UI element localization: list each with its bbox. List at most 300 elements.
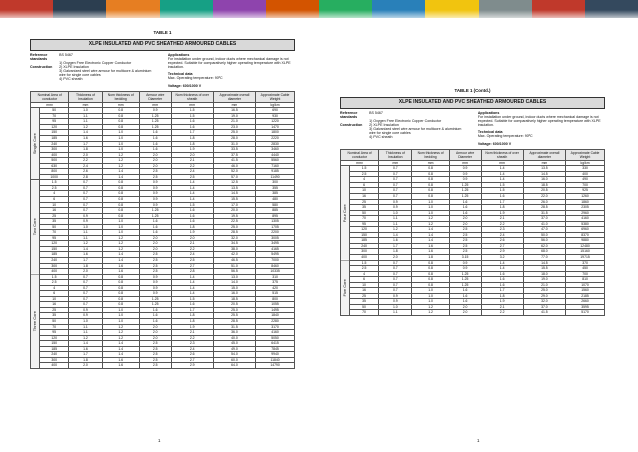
applications-title: Applications [477, 110, 500, 115]
table-cell: 64.0 [213, 363, 255, 369]
voltage-text: Voltage: 600/1000 V [167, 83, 202, 88]
table-cell: 2.9 [171, 363, 213, 369]
table-cell: 35 [40, 313, 69, 319]
table-cell: 1.0 [102, 130, 139, 136]
table-cell: 1.2 [102, 235, 139, 241]
table-cell: 2.0 [449, 304, 481, 310]
table-cell: 2.1 [481, 216, 523, 222]
table-cell: 2.7 [171, 357, 213, 363]
table-cell: 0.8 [102, 180, 139, 186]
table-cell: 1.4 [102, 346, 139, 352]
table-cell: 0.9 [449, 166, 481, 172]
table-cell: 2960 [566, 210, 605, 216]
table-cell: 1.6 [139, 230, 171, 236]
table-cell: 1.4 [102, 252, 139, 258]
table-cell: 37.0 [523, 304, 565, 310]
table-cell: 1.1 [379, 216, 412, 222]
table-cell: 8460 [256, 263, 295, 269]
table-cell: 1.0 [412, 299, 449, 305]
technical-title: Technical data [477, 130, 503, 135]
table-cell: 2.4 [481, 232, 523, 238]
table-cell: 700 [566, 271, 605, 277]
table-cell: 41.5 [213, 158, 255, 164]
table-cell: 2.0 [139, 163, 171, 169]
table-cell: 2.4 [171, 252, 213, 258]
table-cell: 0.7 [379, 182, 412, 188]
table-cell: 1.5 [350, 166, 379, 172]
table-cell: 95 [40, 119, 69, 125]
table-cell: 12480 [566, 243, 605, 249]
table-cell: 0.8 [412, 171, 449, 177]
table-cell: 0.8 [412, 182, 449, 188]
table-cell: 1.7 [171, 130, 213, 136]
table-cell: 57.0 [213, 174, 255, 180]
page-left [30, 30, 295, 369]
table-cell: 2.7 [481, 243, 523, 249]
table-cell: 31.0 [213, 141, 255, 147]
table-cell: 0.9 [139, 274, 171, 280]
table-cell: 22.0 [523, 193, 565, 199]
table-cell: 20.5 [213, 302, 255, 308]
table-cell: 2.4 [171, 169, 213, 175]
table-cell: 500 [40, 158, 69, 164]
table-cell: 2.2 [171, 335, 213, 341]
table-cell: 2.7 [171, 263, 213, 269]
construction-item: 3) Galvanized steel wire armour for multicore & aluminium wire for single core cables [369, 127, 462, 136]
table-cell: 0.8 [102, 196, 139, 202]
table-cell: 0.7 [69, 296, 102, 302]
table-cell: 5560 [256, 158, 295, 164]
column-header: Nom thickness of bedding [412, 149, 449, 160]
table-cell: 9940 [256, 352, 295, 358]
table-cell: 16.0 [213, 291, 255, 297]
table-cell: 300 [40, 357, 69, 363]
table-cell: 2.0 [449, 216, 481, 222]
table-cell: 2.5 [449, 249, 481, 255]
standards-value: BS 5467 [369, 110, 383, 115]
table-cell: 2220 [256, 135, 295, 141]
table-cell: 120 [40, 124, 69, 130]
table-cell: 0.8 [102, 113, 139, 119]
table-cell: 1055 [256, 302, 295, 308]
table-cell: 45.0 [213, 341, 255, 347]
table-cell: 1.4 [102, 352, 139, 358]
table-cell: 355 [256, 185, 295, 191]
table-cell: 0.7 [379, 260, 412, 266]
table-cell: 1.1 [69, 113, 102, 119]
table-cell: 35 [350, 205, 379, 211]
table-cell: 1.6 [449, 288, 481, 294]
table-cell: 10 [40, 296, 69, 302]
table-cell: 0.9 [379, 199, 412, 205]
table-cell: 6 [40, 196, 69, 202]
table-cell: 2.5 [139, 341, 171, 347]
table-cell: 1.8 [481, 293, 523, 299]
table-cell: 1.0 [412, 293, 449, 299]
table-cell: 1.25 [449, 271, 481, 277]
table-cell: 1.2 [102, 330, 139, 336]
table-cell: 1.7 [69, 352, 102, 358]
table-cell: 0.7 [69, 191, 102, 197]
unit-cell: mm [213, 102, 255, 108]
table-cell: 14.5 [213, 191, 255, 197]
table-cell: 2.2 [171, 246, 213, 252]
table-cell: 1.0 [69, 319, 102, 325]
page-number-left: 1 [158, 438, 161, 443]
table-cell: 1.5 [481, 188, 523, 194]
table-cell: 0.8 [102, 208, 139, 214]
table-cell: 1.25 [139, 302, 171, 308]
table-cell: 2.5 [350, 171, 379, 177]
construction-list [369, 119, 467, 140]
header-row [31, 91, 295, 102]
table-cell: 14.5 [523, 260, 565, 266]
table-cell: 1.4 [171, 291, 213, 297]
table-cell: 0.9 [139, 108, 171, 114]
table-cell: 150 [40, 246, 69, 252]
table-cell: 240 [40, 258, 69, 264]
table-cell: 1.2 [102, 152, 139, 158]
table-cell: 2.0 [139, 158, 171, 164]
table-cell: 0.7 [379, 177, 412, 183]
info-values [369, 111, 467, 146]
table-cell: 2.0 [139, 152, 171, 158]
table-cell: 46.0 [213, 163, 255, 169]
table-cell: 0.7 [69, 180, 102, 186]
table-cell: 28.5 [523, 205, 565, 211]
table-cell: 0.8 [102, 274, 139, 280]
table-cell: 47.0 [523, 227, 565, 233]
table-cell: 1.6 [139, 319, 171, 325]
table-cell: 2.5 [449, 238, 481, 244]
table-cell: 1.6 [379, 238, 412, 244]
table-cell: 3.2 [481, 254, 523, 260]
table-cell: 6 [350, 182, 379, 188]
table-cell: 1.6 [481, 277, 523, 283]
table-cell: 1.6 [69, 135, 102, 141]
table-cell: 0.7 [69, 196, 102, 202]
table-cell: 4440 [256, 152, 295, 158]
core-group-label: Four Core [341, 166, 350, 260]
table-cell: 0.9 [139, 185, 171, 191]
standards-value: BS 5467 [59, 52, 73, 57]
cable-spec-table [340, 149, 605, 316]
table-cell: 14790 [256, 363, 295, 369]
column-header: Nom thickness of over sheath [481, 149, 523, 160]
table-cell: 1.4 [481, 177, 523, 183]
table-cell: 1.1 [379, 221, 412, 227]
table-cell: 1705 [256, 224, 295, 230]
table-cell: 0.8 [412, 266, 449, 272]
table-cell: 0.7 [379, 166, 412, 172]
table-cell: 1.0 [379, 304, 412, 310]
table-cell: 400 [40, 363, 69, 369]
column-header: Nominal Area of conductor [31, 91, 69, 102]
table-cell: 70 [40, 230, 69, 236]
table-cell: 25.0 [523, 288, 565, 294]
table-cell: 1.4 [102, 169, 139, 175]
table-cell: 70 [350, 216, 379, 222]
table-cell: 895 [256, 213, 295, 219]
table-cell: 2.5 [139, 352, 171, 358]
table-cell: 1.2 [412, 304, 449, 310]
table-cell: 1.5 [40, 180, 69, 186]
table-cell: 1.4 [412, 238, 449, 244]
table-cell: 810 [566, 277, 605, 283]
table-cell: 1.6 [171, 208, 213, 214]
table-cell: 0.9 [449, 171, 481, 177]
table-cell: 0.9 [69, 219, 102, 225]
table-cell: 2.8 [69, 174, 102, 180]
table-cell: 25.0 [213, 130, 255, 136]
table-cell: 330 [566, 166, 605, 172]
table-cell: 2.0 [69, 269, 102, 275]
table-cell: 120 [40, 241, 69, 247]
table-cell: 1.9 [171, 230, 213, 236]
table-cell: 1.6 [139, 141, 171, 147]
table-cell: 1.25 [449, 182, 481, 188]
table-cell: 400 [40, 269, 69, 275]
table-row [341, 310, 605, 316]
table-cell: 1.25 [449, 193, 481, 199]
table-cell: 28.0 [213, 135, 255, 141]
table-cell: 1840 [256, 313, 295, 319]
table-cell: 2.1 [171, 241, 213, 247]
table-cell: 1.0 [102, 135, 139, 141]
table-cell: 1.2 [102, 324, 139, 330]
table-cell: 0.8 [412, 193, 449, 199]
table-cell: 1.0 [102, 224, 139, 230]
table-cell: 2.3 [481, 227, 523, 233]
table-caption: TABLE 1 (Contd.) [454, 88, 491, 93]
table-cell: 2185 [566, 293, 605, 299]
table-cell: 0.8 [102, 213, 139, 219]
construction-label: Construction [340, 123, 363, 128]
table-cell: 0.9 [139, 285, 171, 291]
table-cell: 300 [256, 180, 295, 186]
table-cell: 1800 [256, 130, 295, 136]
table-cell: 1.2 [412, 216, 449, 222]
table-cell: 150 [350, 232, 379, 238]
table-caption: TABLE 1 [153, 30, 172, 35]
table-cell: 19.0 [523, 277, 565, 283]
table-cell: 1.1 [379, 310, 412, 316]
unit-cell: kg/km [256, 102, 295, 108]
table-cell: 60.0 [213, 357, 255, 363]
table-cell: 1.4 [481, 266, 523, 272]
table-cell: 95 [350, 221, 379, 227]
table-cell: 70 [40, 324, 69, 330]
table-cell: 5495 [256, 252, 295, 258]
table-cell: 1.2 [69, 335, 102, 341]
table-cell: 1.4 [171, 280, 213, 286]
table-cell: 77.0 [523, 254, 565, 260]
table-cell: 2.4 [171, 346, 213, 352]
table-cell: 6 [40, 291, 69, 297]
table-cell: 2.2 [69, 158, 102, 164]
table-cell: 4 [40, 191, 69, 197]
core-group-label: Three Core [31, 274, 40, 368]
info-left [340, 111, 467, 146]
table-cell: 25 [40, 213, 69, 219]
table-cell: 2.0 [139, 324, 171, 330]
table-cell: 50.0 [523, 232, 565, 238]
table-cell: 34.5 [213, 241, 255, 247]
table-cell: 23.0 [213, 124, 255, 130]
table-cell: 2.5 [40, 280, 69, 286]
table-cell: 1.4 [481, 260, 523, 266]
table-cell: 1.8 [481, 205, 523, 211]
table-cell: 11840 [256, 357, 295, 363]
table-cell: 1.5 [171, 108, 213, 114]
table-cell: 16.0 [523, 177, 565, 183]
table-cell: 1.5 [40, 274, 69, 280]
table-cell: 1.7 [481, 199, 523, 205]
page-number-right: 1 [477, 438, 480, 443]
table-cell: 2.5 [171, 258, 213, 264]
table-cell: 0.7 [69, 185, 102, 191]
table-cell: 2.2 [171, 163, 213, 169]
table-cell: 2.5 [350, 266, 379, 272]
table-cell: 22.5 [213, 219, 255, 225]
table-cell: 2.5 [139, 174, 171, 180]
table-cell: 17.0 [213, 202, 255, 208]
table-cell: 31.5 [523, 210, 565, 216]
table-cell: 2.9 [481, 249, 523, 255]
table-cell: 120 [40, 335, 69, 341]
table-cell: 5380 [566, 221, 605, 227]
table-cell: 150 [40, 341, 69, 347]
table-cell: 50 [350, 304, 379, 310]
table-cell: 1.9 [481, 210, 523, 216]
table-cell: 0.8 [102, 119, 139, 125]
table-cell: 35 [40, 219, 69, 225]
table-cell: 1.6 [102, 263, 139, 269]
table-cell: 370 [566, 260, 605, 266]
table-cell: 1.4 [102, 341, 139, 347]
table-cell: 1.8 [171, 141, 213, 147]
table-cell: 3005 [256, 235, 295, 241]
table-cell: 0.8 [102, 302, 139, 308]
column-header: Nominal Area of conductor [341, 149, 379, 160]
table-cell: 1.8 [412, 254, 449, 260]
construction-item: 2) XLPE Insulation [369, 123, 399, 128]
table-cell: 1.5 [171, 296, 213, 302]
table-cell: 0.8 [102, 185, 139, 191]
table-cell: 1.8 [69, 357, 102, 363]
table-cell: 185 [350, 238, 379, 244]
table-cell: 1.4 [171, 196, 213, 202]
table-cell: 1.8 [171, 313, 213, 319]
table-cell: 1.1 [69, 235, 102, 241]
table-cell: 4 [350, 177, 379, 183]
header-row [341, 149, 605, 160]
table-cell: 2305 [566, 205, 605, 211]
table-cell: 1.0 [102, 141, 139, 147]
info-block [30, 53, 295, 88]
table-cell: 2280 [256, 319, 295, 325]
table-cell: 240 [40, 352, 69, 358]
table-cell: 2.3 [171, 341, 213, 347]
table-cell: 25 [350, 293, 379, 299]
table-cell: 31.5 [213, 324, 255, 330]
table-cell: 1.6 [171, 302, 213, 308]
table-cell: 0.7 [379, 277, 412, 283]
table-cell: 15160 [566, 249, 605, 255]
column-header: Armour wire Diameter [139, 91, 171, 102]
table-cell: 0.7 [69, 291, 102, 297]
table-cell: 1.2 [102, 246, 139, 252]
table-cell: 2.1 [171, 330, 213, 336]
table-cell: 1.1 [69, 324, 102, 330]
table-cell: 1.1 [69, 330, 102, 336]
table-cell: 1.25 [449, 188, 481, 194]
table-cell: 16 [350, 288, 379, 294]
table-cell: 1.1 [69, 230, 102, 236]
table-cell: 2.5 [139, 252, 171, 258]
table-cell: 21.0 [213, 119, 255, 125]
table-cell: 0.8 [102, 124, 139, 130]
table-cell: 19.0 [213, 113, 255, 119]
table-cell: 2.5 [139, 263, 171, 269]
info-block [340, 111, 605, 146]
info-values [59, 53, 157, 88]
table-cell: 1.6 [139, 219, 171, 225]
table-cell: 2.5 [449, 227, 481, 233]
table-cell: 1560 [566, 288, 605, 294]
table-cell: 1.4 [69, 246, 102, 252]
table-cell: 26.0 [523, 199, 565, 205]
table-cell: 2.0 [449, 221, 481, 227]
table-cell: 18.5 [523, 182, 565, 188]
table-cell: 240 [350, 243, 379, 249]
table-cell: 0.7 [379, 282, 412, 288]
table-cell: 50 [350, 210, 379, 216]
table-cell: 10 [350, 282, 379, 288]
table-cell: 1.25 [139, 213, 171, 219]
table-cell: 0.8 [102, 191, 139, 197]
table-cell: 1.25 [139, 208, 171, 214]
table-cell: 2.0 [379, 254, 412, 260]
table-cell: 3170 [256, 324, 295, 330]
table-cell: 50 [40, 108, 69, 114]
table-cell: 62.0 [523, 243, 565, 249]
table-cell: 1.8 [69, 147, 102, 153]
table-cell: 1.6 [69, 346, 102, 352]
table-cell: 1.6 [102, 269, 139, 275]
table-cell: 0.7 [69, 202, 102, 208]
table-cell: 1.0 [379, 210, 412, 216]
table-cell: 40.0 [213, 335, 255, 341]
table-cell: 1.25 [449, 277, 481, 283]
table-cell: 51.0 [213, 263, 255, 269]
table-cell: 6 [350, 277, 379, 283]
table-cell: 6960 [566, 227, 605, 233]
construction-item: 4) PVC sheath [59, 77, 83, 82]
table-cell: 25.5 [213, 313, 255, 319]
info-labels [30, 53, 59, 88]
table-cell: 37.0 [523, 216, 565, 222]
table-cell: 1.9 [171, 324, 213, 330]
table-cell: 5170 [566, 310, 605, 316]
table-cell: 1.6 [102, 357, 139, 363]
table-cell: 52.0 [213, 169, 255, 175]
table-cell: 50 [40, 224, 69, 230]
table-cell: 0.9 [69, 313, 102, 319]
table-cell: 1.25 [139, 296, 171, 302]
table-cell: 2.5 [449, 232, 481, 238]
column-header: Armour wire Diameter [449, 149, 481, 160]
